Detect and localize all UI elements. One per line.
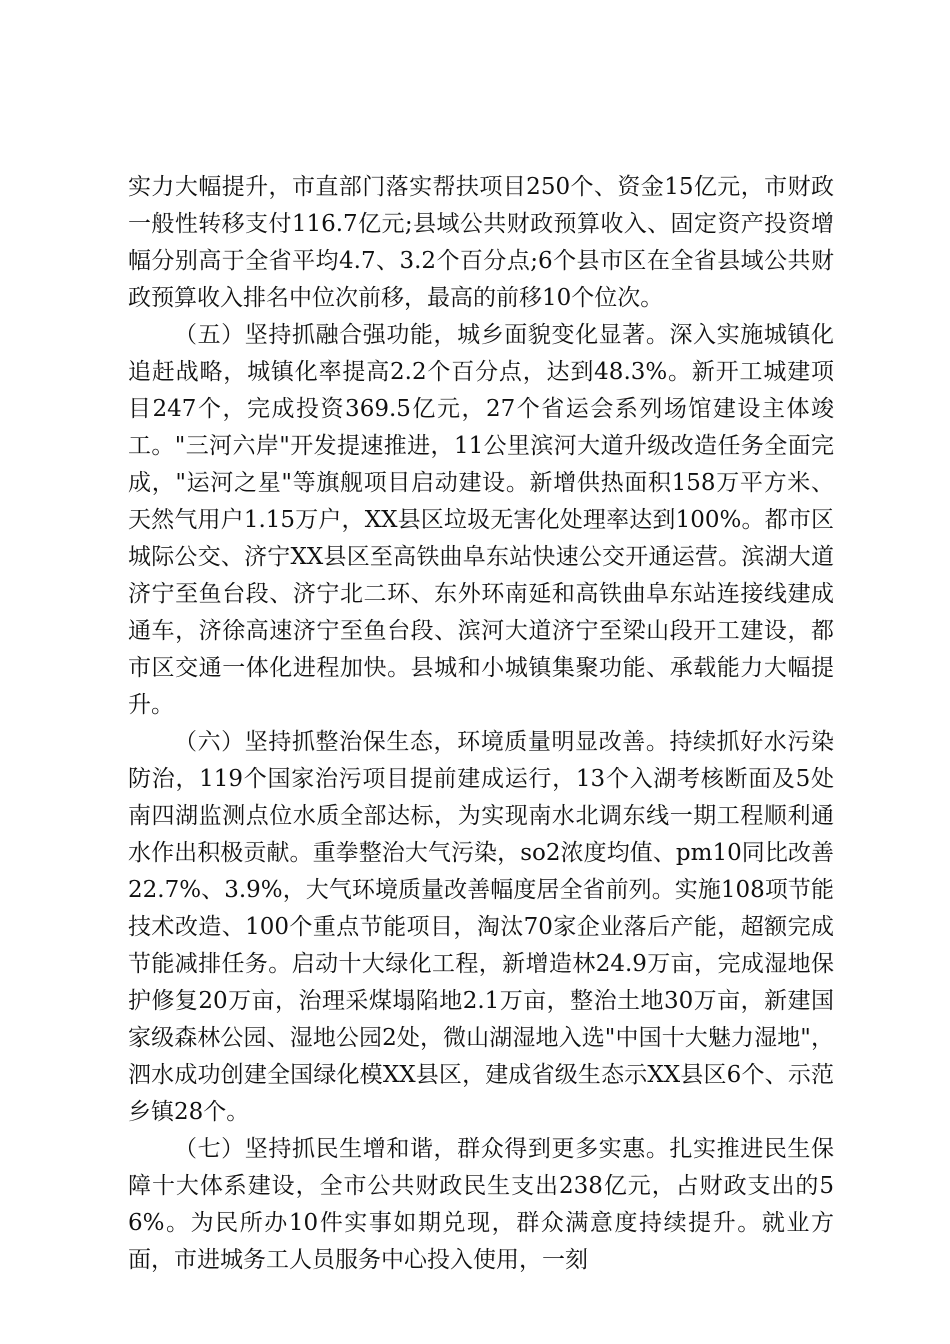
paragraph-section-7: （七）坚持抓民生增和谐，群众得到更多实惠。扎实推进民生保障十大体系建设，全市公共财政民生支出238亿元，占财政支出的56%。为民所办10件实事如期兑现，群众满意度持续提升。就业方面，市进城务工人员服务中心投入使用，一刻 xyxy=(128,1136,834,1273)
paragraph-section-6: （六）坚持抓整治保生态，环境质量明显改善。持续抓好水污染防治，119个国家治污项目提前建成运行，13个入湖考核断面及5处南四湖监测点位水质全部达标，为实现南水北调东线一期工程顺利通水作出积极贡献。重拳整治大气污染，so2浓度均值、pm10同比改善22.7%、3.9%，大气环境质量改善幅度居全省前列。实施108项节能技术改造、100个重点节能项目，淘汰70家企业落后产能，超额完成节能减排任务。启动十大绿化工程，新增造林24.9万亩，完成湿地保护修复20万亩，治理采煤塌陷地2.1万亩，整治土地30万亩，新建国家级森林公园、湿地公园2处，微山湖湿地入选"中国十大魅力湿地"，泗水成功创建全国绿化模XX县区，建成省级生态示XX县区6个、示范乡镇28个。 xyxy=(128,729,834,1125)
paragraph-continuation: 实力大幅提升，市直部门落实帮扶项目250个、资金15亿元，市财政一般性转移支付116.7亿元;县域公共财政预算收入、固定资产投资增幅分别高于全省平均4.7、3.2个百分点;6个县市区在全省县域公共财政预算收入排名中位次前移，最高的前移10个位次。 xyxy=(128,174,834,311)
body-text xyxy=(128,169,834,1279)
paragraph-section-5: （五）坚持抓融合强功能，城乡面貌变化显著。深入实施城镇化追赶战略，城镇化率提高2.2个百分点，达到48.3%。新开工城建项目247个，完成投资369.5亿元，27个省运会系列场馆建设主体竣工。"三河六岸"开发提速推进，11公里滨河大道升级改造任务全面完成，"运河之星"等旗舰项目启动建设。新增供热面积158万平方米、天然气用户1.15万户，XX县区垃圾无害化处理率达到100%。都市区城际公交、济宁XX县区至高铁曲阜东站快速公交开通运营。滨湖大道济宁至鱼台段、济宁北二环、东外环南延和高铁曲阜东站连接线建成通车，济徐高速济宁至鱼台段、滨河大道济宁至梁山段开工建设，都市区交通一体化进程加快。县城和小城镇集聚功能、承载能力大幅提升。 xyxy=(128,322,834,718)
